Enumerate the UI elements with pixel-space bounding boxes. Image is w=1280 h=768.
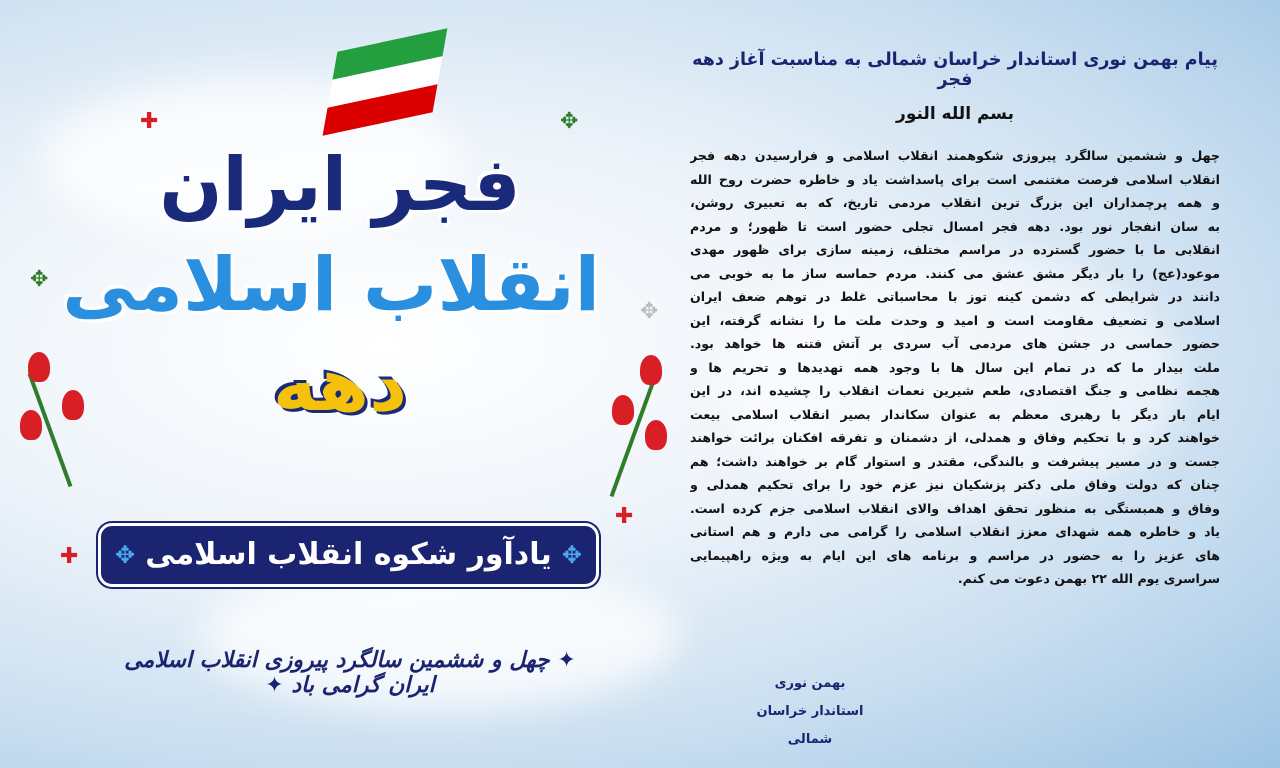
ornament-icon: ✥	[640, 299, 659, 324]
message-line: موعود(عج) را بار دیگر مشق عشق می کنند. مردم حماسه ساز ما به خوبی می	[690, 265, 1220, 281]
message-line: ملت بیدار ما که در تمام این سال ها با وجود همه تهدیدها و تحریم ها و	[690, 359, 1220, 375]
message-line: هجمه نظامی و جنگ اقتصادی، طعم شیرین نعمات انقلاب را چشیده اند، در این	[690, 383, 1220, 398]
governor-message	[690, 50, 1220, 591]
calligraphy-daheh: دهه	[272, 342, 408, 428]
tulip-icon	[612, 395, 634, 425]
ornament-icon: ✚	[60, 544, 79, 569]
message-line: سراسری یوم الله ۲۲ بهمن دعوت می کنم.	[957, 571, 1220, 586]
message-line: جست و در مسیر پیشرفت و بالندگی، مقتدر و استوار گام بر خواهند داشت؛ هم	[690, 453, 1220, 469]
signature-name: بهمن نوری	[774, 676, 846, 691]
ornament-icon: ✚	[140, 109, 159, 134]
signature	[735, 670, 885, 754]
calligraphy-fajr-iran: فجر ایران	[159, 142, 521, 228]
message-body	[690, 144, 1220, 591]
message-line: ایام بار دیگر با رهبری معظم به عنوان سکاندار بصیر انقلاب اسلامی بیعت	[690, 406, 1220, 422]
ornament-icon: ✦	[557, 648, 576, 673]
tulip-icon	[20, 410, 42, 440]
calligraphy-islamic-revolution: انقلاب اسلامی	[62, 242, 600, 328]
anniversary-tagline	[110, 648, 590, 698]
message-line: یاد و خاطره همه شهدای معزز انقلاب اسلامی را گرامی می دارم و هم استانی	[690, 524, 1220, 539]
ornament-icon: ✥	[560, 109, 579, 134]
message-line: حضور حماسی در جشن های مردمی آب سردی بر آتش فتنه ها خواهد بود.	[690, 336, 1220, 351]
message-line: وفاق و همبستگی به منظور تحقق اهداف والای انقلاب اسلامی جزم کرده است.	[690, 500, 1220, 516]
banner-text: یادآور شکوه انقلاب اسلامی	[145, 537, 552, 572]
message-line: انقلاب اسلامی فرصت مغتنمی است برای پاسداشت یاد و خاطره حضرت روح الله	[690, 171, 1220, 187]
message-line: چنان که دولت وفاق ملی دکتر پزشکیان نیز عزم خود را برای تحکیم همدلی و	[690, 477, 1220, 492]
ornament-icon: ✥	[561, 541, 582, 569]
iran-flag	[323, 28, 448, 135]
message-line: به سان انفجار نور بود. دهه فجر امسال تجلی حضور است تا ظهور؛ و مردم	[690, 218, 1220, 234]
message-line: اسلامی و تضعیف مقاومت است و امید و وحدت ملت ما را نشانه گرفته، این	[690, 312, 1220, 328]
tagline-text: چهل و ششمین سالگرد پیروزی انقلاب اسلامی ایران گرامی باد	[124, 648, 550, 698]
tulip-icon	[645, 420, 667, 450]
message-title: پیام بهمن نوری استاندار خراسان شمالی به مناسبت آغاز دهه فجر	[692, 50, 1218, 90]
message-line: دانند در شرایطی که دشمن کینه توز با محاسباتی غلط در توهم ضعف ایران	[690, 289, 1220, 304]
tulip-icon	[28, 352, 50, 382]
ornament-icon: ✦	[265, 673, 284, 698]
message-line: انقلابی ما با حضور گسترده در مراسم مختلف، زمینه سازی برای ظهور مهدی	[690, 242, 1220, 257]
bismillah: بسم الله النور	[896, 104, 1014, 124]
ornament-icon: ✚	[615, 504, 634, 529]
tulip-icon	[640, 355, 662, 385]
ornament-icon: ✥	[30, 267, 49, 292]
message-line: و همه پرچمداران این بزرگ ترین انقلاب مردمی تاریخ، که به تعبیری روشن،	[690, 195, 1220, 210]
message-line: های عزیز را به حضور در مراسم و برنامه های این ایام به ویژه راهپیمایی	[690, 547, 1220, 563]
signature-title: استاندار خراسان شمالی	[756, 704, 864, 747]
banner	[98, 523, 599, 587]
message-line: چهل و ششمین سالگرد پیروزی شکوهمند انقلاب اسلامی و فرارسیدن دهه فجر	[690, 148, 1220, 163]
message-line: خواهند کرد و با تحکیم وفاق و همدلی، از دشمنان و تفرقه افکنان برائت خواهند	[690, 430, 1220, 445]
ornament-icon: ✥	[115, 541, 136, 569]
